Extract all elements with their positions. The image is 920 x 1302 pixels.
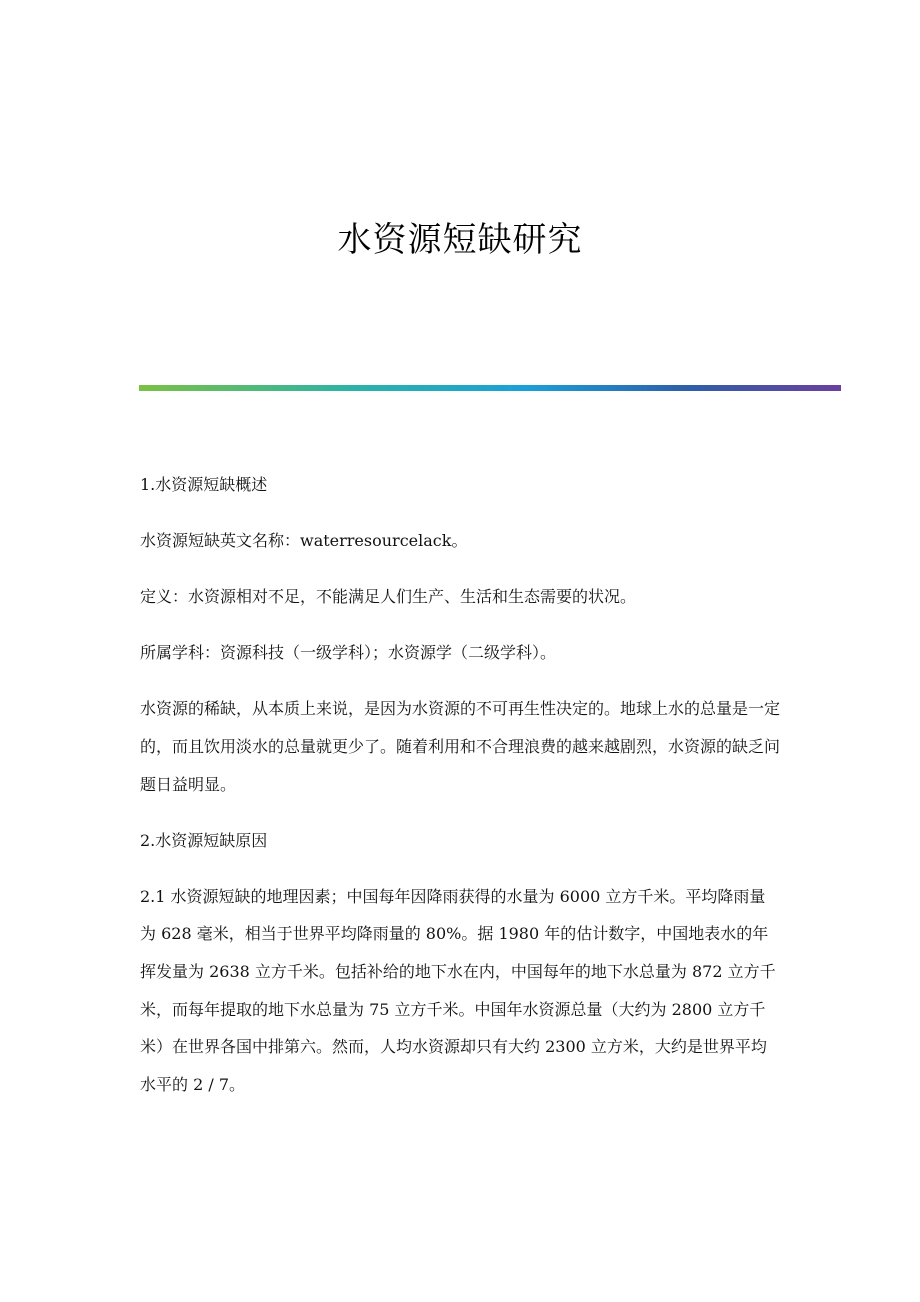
title-divider	[139, 385, 841, 391]
paragraph-definition: 定义：水资源相对不足，不能满足人们生产、生活和生态需要的状况。	[140, 587, 637, 607]
section-heading: 2.水资源短缺原因	[140, 830, 268, 850]
paragraph-discipline: 所属学科：资源科技（一级学科）；水资源学（二级学科）。	[140, 643, 557, 663]
paragraph-english-name: 水资源短缺英文名称：waterresourcelack。	[140, 531, 468, 551]
document-title: 水资源短缺研究	[337, 220, 583, 260]
section-heading: 1.水资源短缺概述	[140, 475, 268, 494]
document-body	[140, 466, 780, 1122]
paragraph-scarcity: 水资源的稀缺，从本质上来说，是因为水资源的不可再生性决定的。地球上水的总量是一定的，而且饮用淡水的总量就更少了。随着利用和不合理浪费的越来越剧烈，水资源的缺乏问题日益明显。	[140, 699, 781, 794]
paragraph-geographic-factors: 2.1 水资源短缺的地理因素；中国每年因降雨获得的水量为 6000 立方千米。平均降雨量为 628 毫米，相当于世界平均降雨量的 80%。据 1980 年的估计数字，中国地表水的年挥发量为 2638 立方千米。包括补给的地下水在内，中国每年的地下水总量为 872 立方千米，而每年提取的地下水总量为 75 立方千米。中国年水资源总量（大约为 2800 立方千米）在世界各国中排第六。然而，人均水资源却只有大约 2300 立方米，大约是世界平均水平的 2 / 7。	[140, 886, 776, 1094]
